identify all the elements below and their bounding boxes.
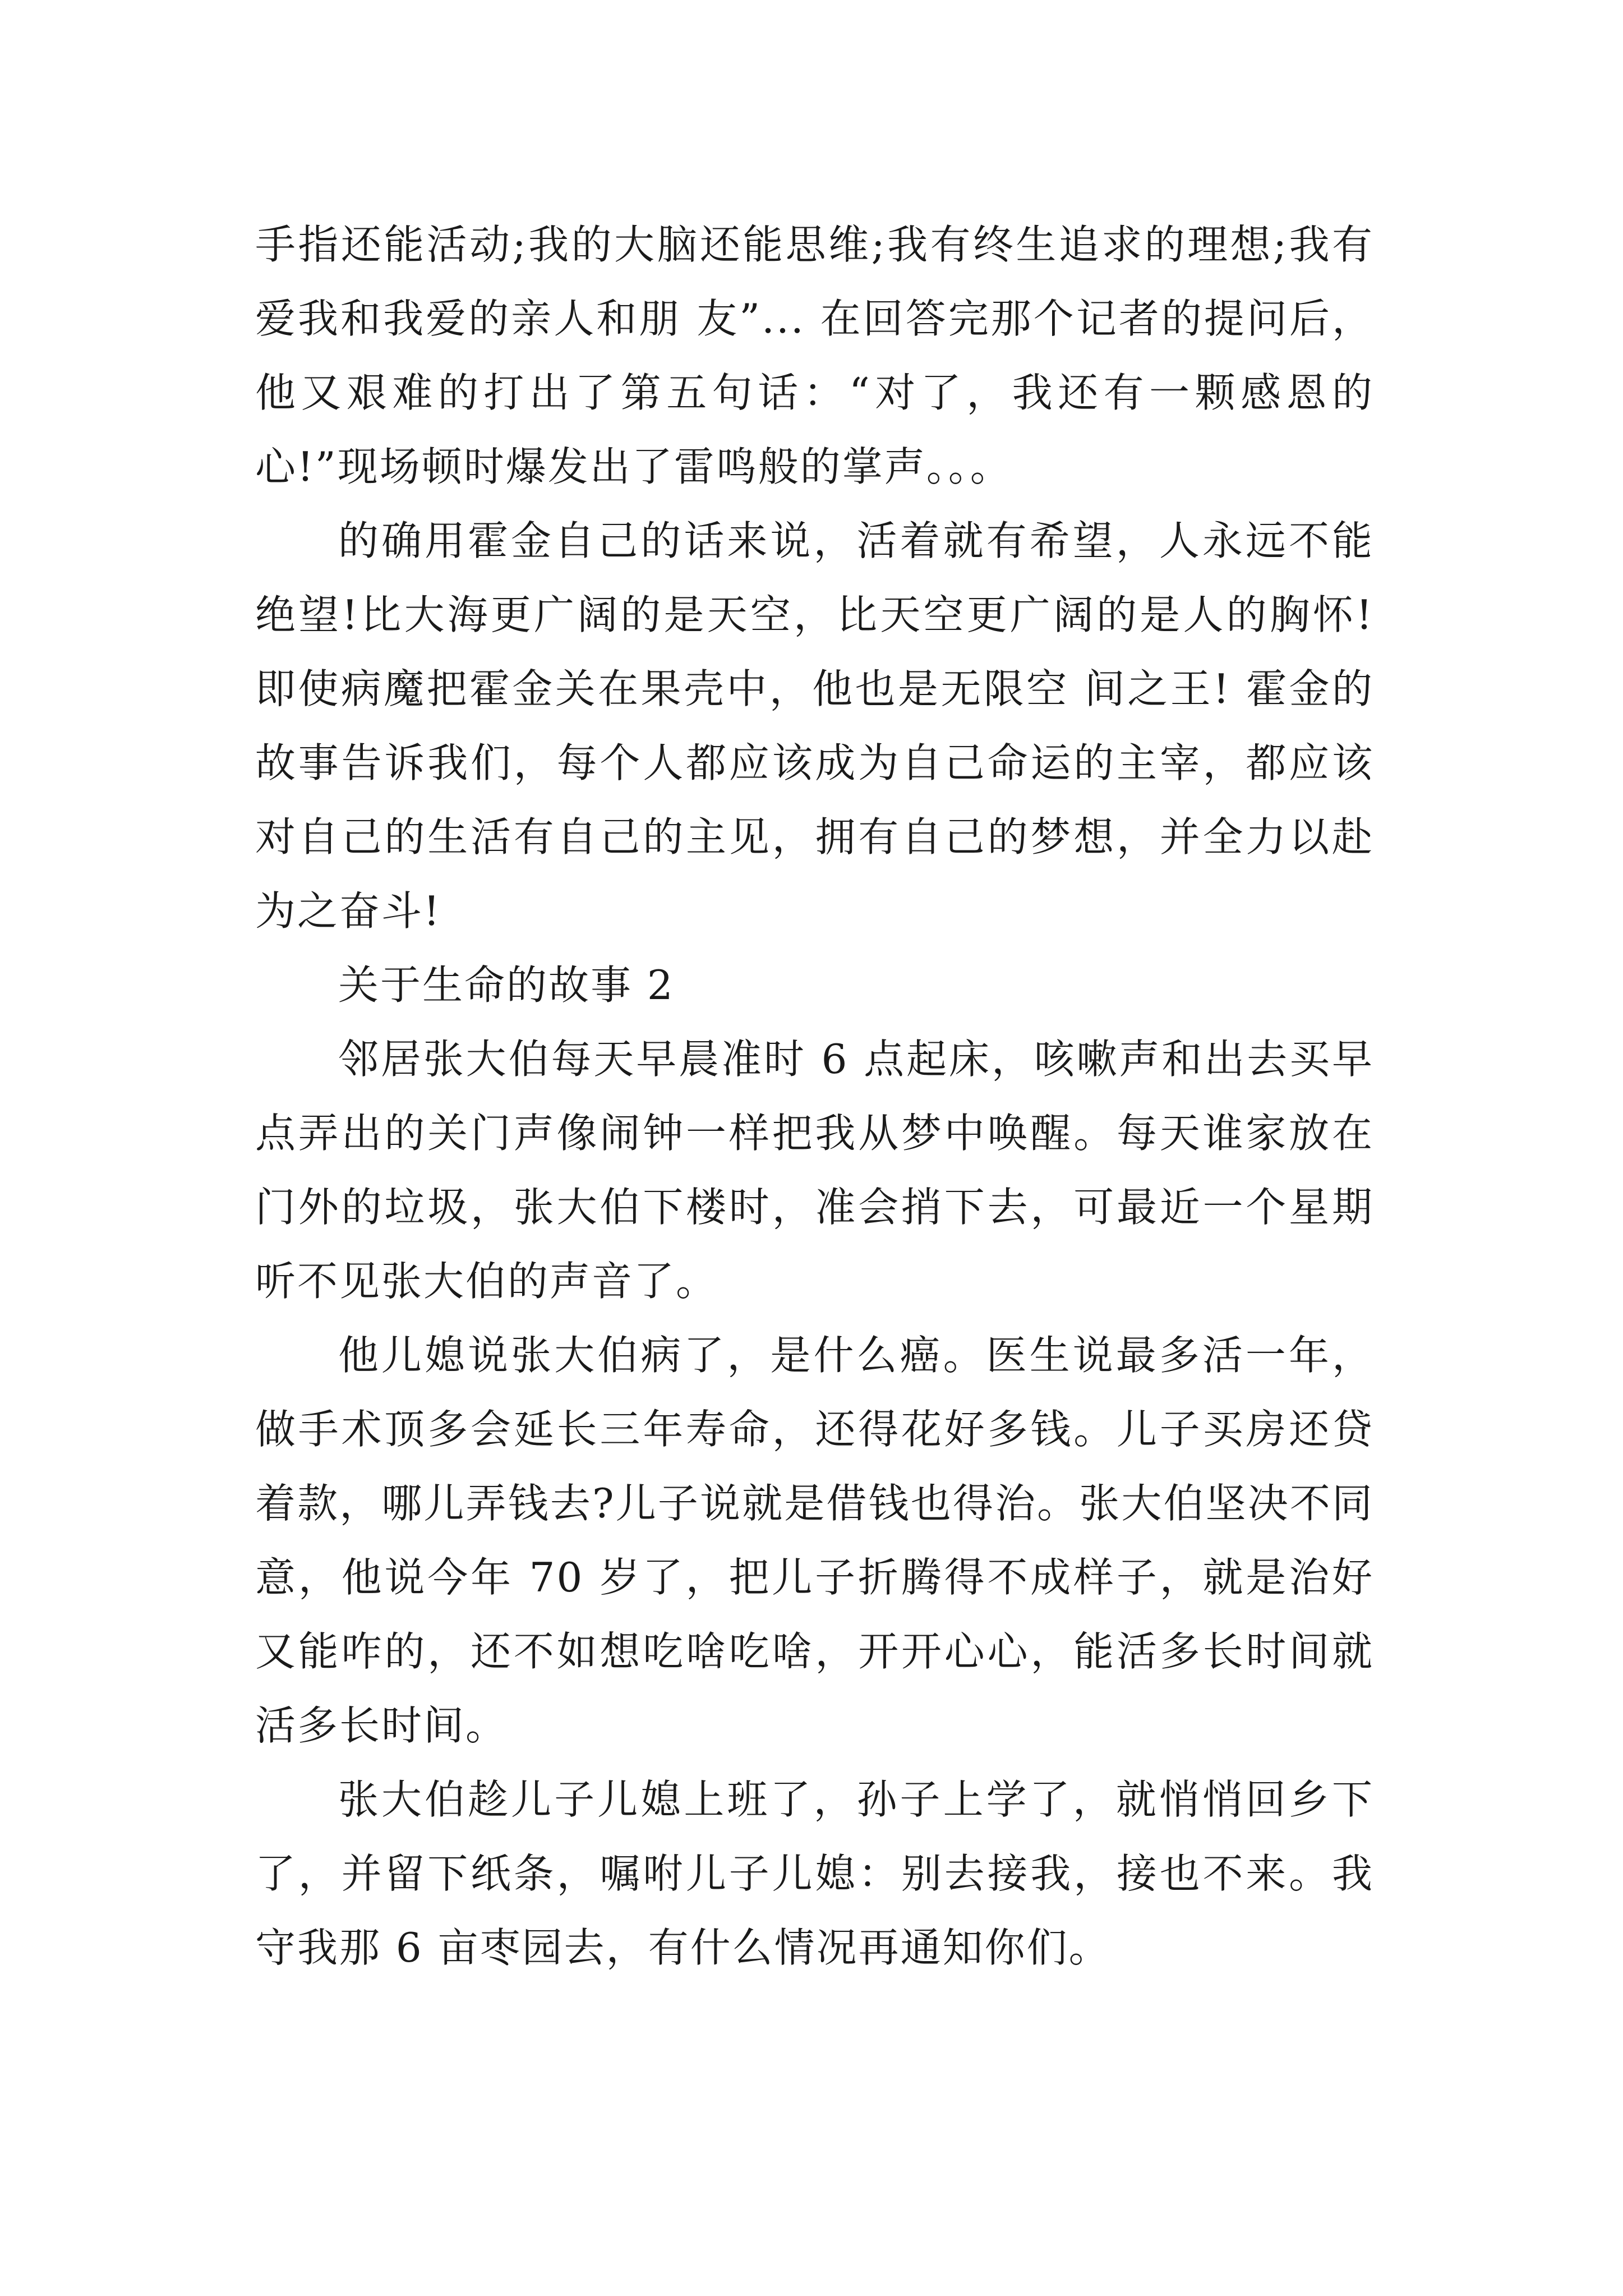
paragraph-2: 的确用霍金自己的话来说，活着就有希望，人永远不能绝望!比大海更广阔的是天空，比天空更广阔的是人的胸怀!即使病魔把霍金关在果壳中，他也是无限空 间之王! 霍金的故事告诉我们，每个人都应该成为自己命运的主宰，都应该对自己的生活有自己的主见，拥有自己的梦想，并全力以赴为之奋斗!	[255, 517, 1374, 935]
paragraph-1: 手指还能活动;我的大脑还能思维;我有终生追求的理想;我有爱我和我爱的亲人和朋 友”... 在回答完那个记者的提问后，他又艰难的打出了第五句话：“对了，我还有一颗感恩的心!”现场顿时爆发出了雷鸣般的掌声。。。	[255, 221, 1374, 490]
paragraph-5: 张大伯趁儿子儿媳上班了，孙子上学了，就悄悄回乡下了，并留下纸条，嘱咐儿子儿媳：别去接我，接也不来。我守我那 6 亩枣园去，有什么情况再通知你们。	[255, 1776, 1374, 1971]
section-heading: 关于生命的故事 2	[338, 961, 675, 1009]
document-body	[255, 208, 1374, 1985]
paragraph-3: 邻居张大伯每天早晨准时 6 点起床，咳嗽声和出去买早点弄出的关门声像闹钟一样把我从梦中唤醒。每天谁家放在门外的垃圾，张大伯下楼时，准会捎下去，可最近一个星期听不见张大伯的声音了。	[255, 1036, 1374, 1305]
paragraph-4: 他儿媳说张大伯病了，是什么癌。医生说最多活一年，做手术顶多会延长三年寿命，还得花好多钱。儿子买房还贷着款，哪儿弄钱去?儿子说就是借钱也得治。张大伯坚决不同意，他说今年 70 岁了，把儿子折腾得不成样子，就是治好又能咋的，还不如想吃啥吃啥，开开心心，能活多长时间就活多长时间。	[255, 1332, 1374, 1749]
